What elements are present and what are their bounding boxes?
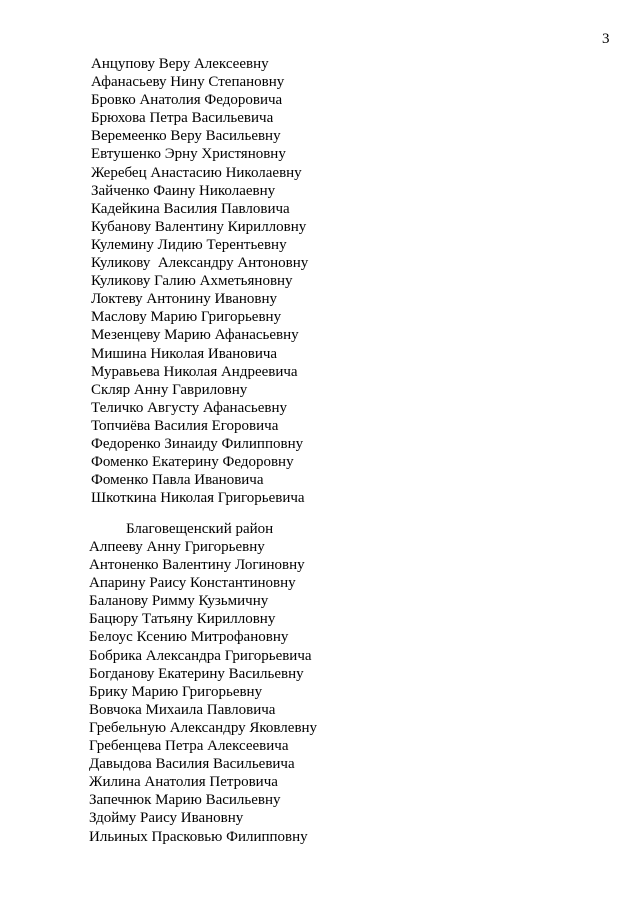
list-item: Скляр Анну Гавриловну: [91, 381, 248, 398]
list-item: Куликову Галию Ахметьяновну: [91, 273, 293, 290]
list-item: Богданову Екатерину Васильевну: [89, 665, 304, 682]
list-item: Евтушенко Эрну Христяновну: [91, 146, 286, 163]
list-item: Кулемину Лидию Терентьевну: [91, 236, 287, 253]
list-item: Фоменко Екатерину Федоровну: [91, 454, 294, 471]
district-heading: Благовещенский район: [126, 521, 274, 537]
list-item: Антоненко Валентину Логиновну: [89, 557, 305, 574]
list-item: Жеребец Анастасию Николаевну: [91, 164, 302, 181]
list-item: Анцупову Веру Алексеевну: [91, 56, 269, 72]
list-item: Шкоткина Николая Григорьевича: [91, 490, 305, 507]
page-number: 3: [602, 31, 610, 47]
list-item: Муравьева Николая Андреевича: [91, 363, 298, 380]
list-item: Кубанову Валентину Кирилловну: [91, 218, 307, 235]
list-item: Алпееву Анну Григорьевну: [89, 539, 265, 555]
list-item: Ильиных Прасковью Филипповну: [89, 828, 308, 845]
list-item: Апарину Раису Константиновну: [89, 575, 296, 592]
list-item: Кадейкина Василия Павловича: [91, 200, 290, 217]
list-item: Давыдова Василия Васильевича: [89, 756, 295, 773]
list-item: Гребенцева Петра Алексеевича: [89, 738, 289, 755]
name-list: [0, 55, 640, 507]
list-item: Жилина Анатолия Петровича: [89, 774, 278, 791]
list-item: Маслову Марию Григорьевну: [91, 309, 282, 326]
list-item: Куликову Александру Антоновну: [91, 255, 309, 272]
list-item: Мишина Николая Ивановича: [91, 345, 278, 362]
list-item: Федоренко Зинаиду Филипповну: [91, 435, 304, 452]
list-item: Здойму Раису Ивановну: [89, 810, 244, 827]
list-item: Веремеенко Веру Васильевну: [91, 128, 281, 145]
list-item: Гребельную Александру Яковлевну: [89, 719, 318, 736]
list-item: Вовчока Михаила Павловича: [89, 701, 276, 718]
list-item: Бобрика Александра Григорьевича: [89, 647, 312, 664]
list-item: Запечнюк Марию Васильевну: [89, 792, 281, 809]
list-item: Локтеву Антонину Ивановну: [91, 291, 277, 308]
district-name-list: [0, 538, 640, 846]
list-item: Белоус Ксению Митрофановну: [89, 629, 289, 646]
list-item: Мезенцеву Марию Афанасьевну: [91, 327, 299, 344]
list-item: Теличко Августу Афанасьевну: [91, 399, 288, 416]
list-item: Бацюру Татьяну Кирилловну: [89, 611, 276, 628]
list-item: Фоменко Павла Ивановича: [91, 472, 264, 489]
list-item: Баланову Римму Кузьмичну: [89, 593, 269, 610]
list-item: Брюхова Петра Васильевича: [91, 110, 274, 127]
list-item: Топчиёва Василия Егоровича: [91, 417, 279, 434]
list-item: Зайченко Фаину Николаевну: [91, 182, 276, 199]
list-item: Афанасьеву Нину Степановну: [91, 74, 285, 91]
list-item: Бровко Анатолия Федоровича: [91, 92, 283, 109]
list-item: Брику Марию Григорьевну: [89, 683, 263, 700]
